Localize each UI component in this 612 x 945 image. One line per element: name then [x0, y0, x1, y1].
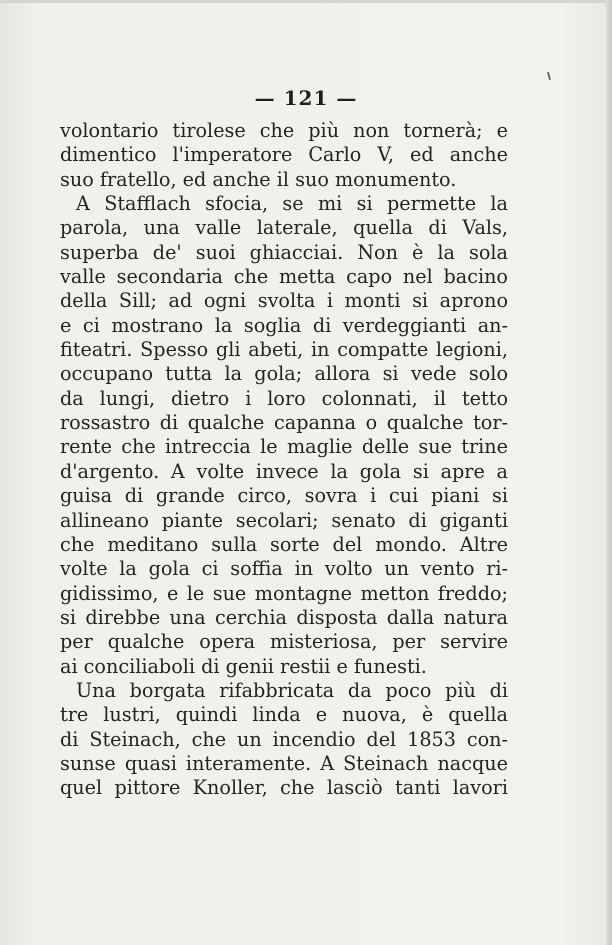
text-line: valle secondaria che metta capo nel bacino	[60, 265, 508, 289]
text-line: rossastro di qualche capanna o qualche tor-	[60, 411, 508, 435]
text-line: fiteatri. Spesso gli abeti, in compatte legioni,	[60, 338, 508, 362]
text-line: d'argento. A volte invece la gola si apre a	[60, 459, 508, 483]
text-line: dimentico l'imperatore Carlo V, ed anche	[60, 143, 508, 167]
text-line: gidissimo, e le sue montagne metton freddo;	[60, 581, 508, 605]
text-line: occupano tutta la gola; allora si vede solo	[60, 362, 508, 386]
text-line: suo fratello, ed anche il suo monumento.	[60, 167, 457, 191]
text-line: ai conciliaboli di genii restii e funesti.	[60, 654, 427, 678]
page-top-edge	[0, 0, 612, 3]
text-line: allineano piante secolari; senato di giganti	[60, 508, 508, 532]
text-line: della Sill; ad ogni svolta i monti si aprono	[60, 289, 508, 313]
text-line: si direbbe una cerchia disposta dalla natura	[60, 605, 508, 629]
page-binding-edge	[606, 0, 612, 945]
body-text	[60, 119, 508, 801]
text-line: superba de' suoi ghiacciai. Non è la sola	[60, 240, 508, 264]
text-line: di Steinach, che un incendio del 1853 con-	[60, 727, 508, 751]
page-number-header: — 121 —	[254, 86, 358, 110]
text-line: quel pittore Knoller, che lasciò tanti lavori	[60, 776, 508, 800]
text-line: per qualche opera misteriosa, per servire	[60, 630, 508, 654]
text-line: che meditano sulla sorte del mondo. Altre	[60, 532, 508, 556]
ink-speck	[547, 72, 551, 80]
text-line: sunse quasi interamente. A Steinach nacque	[60, 751, 508, 775]
text-line: Una borgata rifabbricata da poco più di	[76, 678, 508, 702]
text-line: A Stafflach sfocia, se mi si permette la	[76, 192, 508, 216]
text-line: volontario tirolese che più non tornerà; e	[60, 119, 508, 142]
text-line: volte la gola ci soffia in volto un vento ri-	[60, 557, 508, 581]
text-line: e ci mostrano la soglia di verdeggianti an-	[60, 313, 508, 337]
text-line: tre lustri, quindi linda e nuova, è quella	[60, 703, 508, 727]
text-line: parola, una valle laterale, quella di Vals,	[60, 216, 508, 240]
text-line: guisa di grande circo, sovra i cui piani si	[60, 484, 508, 508]
text-line: rente che intreccia le maglie delle sue trine	[60, 435, 508, 459]
text-line: da lungi, dietro i loro colonnati, il tetto	[60, 386, 508, 410]
